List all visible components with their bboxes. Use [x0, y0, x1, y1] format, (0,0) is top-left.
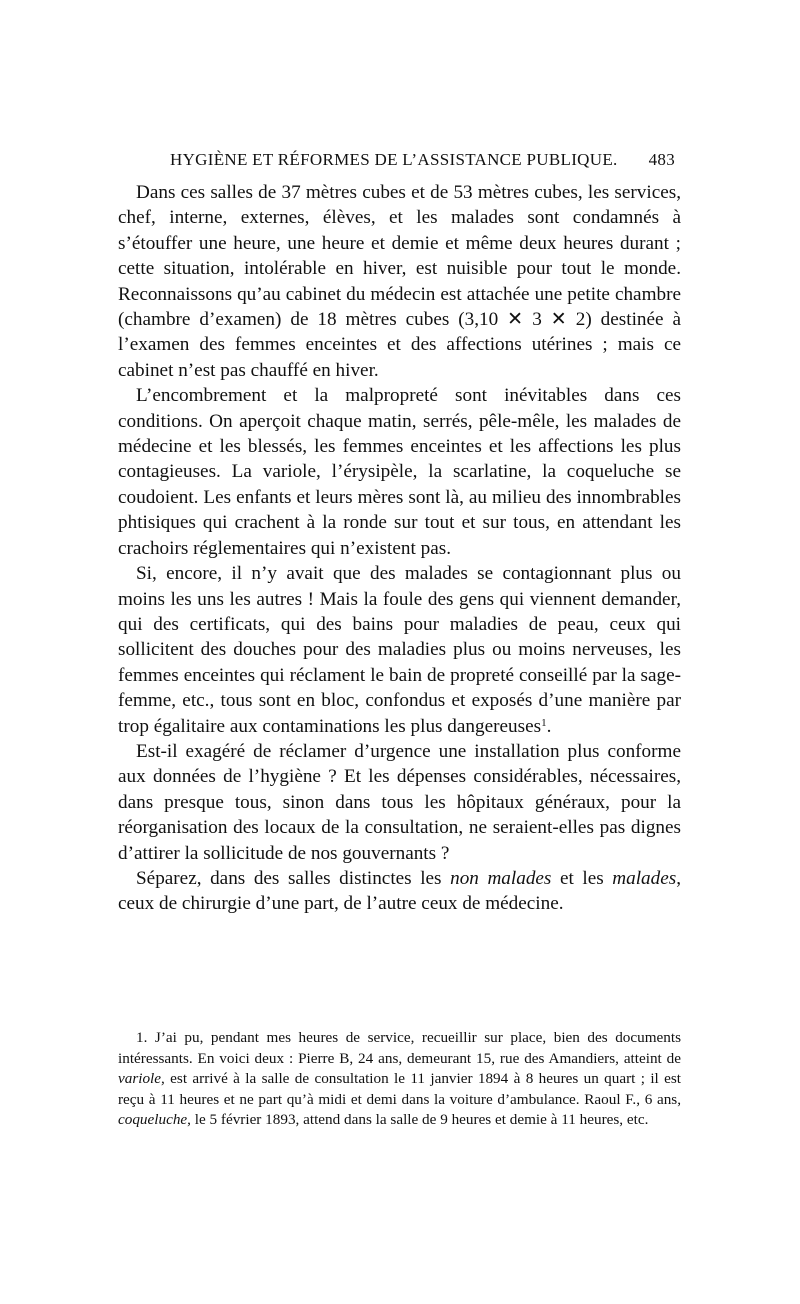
footnote-reference[interactable]: 1: [541, 716, 547, 729]
page-number: 483: [648, 150, 675, 169]
footnote-part-a: 1. J’ai pu, pendant mes heures de service, recueillir sur place, bien des documents intéressants. En voici deux : Pierre B, 24 ans, demeurant 15, rue des Amandiers, atteint de: [118, 1029, 681, 1067]
footnote: [118, 1028, 681, 1131]
footnote-part-b: , est arrivé à la salle de consultation le 11 janvier 1894 à 8 heures un quart ; il est reçu à 11 heures et ne part qu’à midi et demi dans la voiture d’ambulance. Raoul F., 6 ans,: [118, 1070, 681, 1108]
paragraph-3: [118, 561, 681, 739]
paragraph-2: L’encombrement et la malpropreté sont inévitables dans ces conditions. On aperçoit chaque matin, serrés, pêle-mêle, les malades de médecine et les blessés, les femmes enceintes et les affections les plus contagieuses. La variole, l’érysipèle, la scarlatine, la coqueluche se coudoient. Les enfants et leurs mères sont là, au milieu des innombrables phtisiques qui crachent à la ronde sur tout et sur tous, en attendant les crachoirs réglementaires qui n’existent pas.: [118, 385, 681, 559]
paragraph-5-emphasis-2: malades: [612, 867, 677, 889]
running-title: HYGIÈNE ET RÉFORMES DE L’ASSISTANCE PUBLIQUE.: [170, 150, 618, 169]
body-text: [118, 180, 681, 917]
paragraph-5: [118, 866, 681, 917]
paragraph-5-emphasis-1: non malades: [450, 867, 552, 889]
paragraph-1: Dans ces salles de 37 mètres cubes et de 53 mètres cubes, les services, chef, interne, externes, élèves, et les malades sont condamnés à s’étouffer une heure, une heure et demie et même deux heures durant ; cette situation, intolérable en hiver, est nuisible pour tout le monde. Reconnaissons qu’au cabinet du médecin est attachée une petite chambre (chambre d’examen) de 18 mètres cubes (3,10 ✕ 3 ✕ 2) destinée à l’examen des femmes enceintes et des affections utérines ; mais ce cabinet n’est pas chauffé en hiver.: [118, 182, 681, 381]
footnote-emphasis-2: coqueluche: [118, 1111, 188, 1128]
paragraph-3-end: .: [546, 715, 552, 737]
paragraph-5-part-c: , ceux de chirurgie d’une part, de l’autre ceux de médecine.: [118, 867, 682, 915]
running-header: [170, 150, 675, 174]
paragraph-5-part-a: Séparez, dans des salles distinctes les: [136, 867, 451, 889]
footnote-part-c: , le 5 février 1893, attend dans la salle de 9 heures et demie à 11 heures, etc.: [187, 1111, 649, 1128]
paragraph-3-text: Si, encore, il n’y avait que des malades se contagionnant plus ou moins les uns les autres ! Mais la foule des gens qui viennent demander, qui des certificats, qui des bains pour maladies de peau, ceux qui sollicitent des douches pour des maladies plus ou moins nerveuses, les femmes enceintes qui réclament le bain de propreté conseillé par la sage-femme, etc., tous sont en bloc, confondus et exposés d’une manière par trop égalitaire aux contaminations les plus dangereuses: [118, 563, 681, 737]
paragraph-4: Est-il exagéré de réclamer d’urgence une installation plus conforme aux données de l’hygiène ? Et les dépenses considérables, nécessaires, dans presque tous, sinon dans tous les hôpitaux généraux, pour la réorganisation des locaux de la consultation, ne seraient-elles pas dignes d’attirer la sollicitude de nos gouvernants ?: [118, 740, 681, 864]
footnote-emphasis-1: variole: [118, 1070, 162, 1087]
paragraph-5-part-b: et les: [551, 867, 613, 889]
